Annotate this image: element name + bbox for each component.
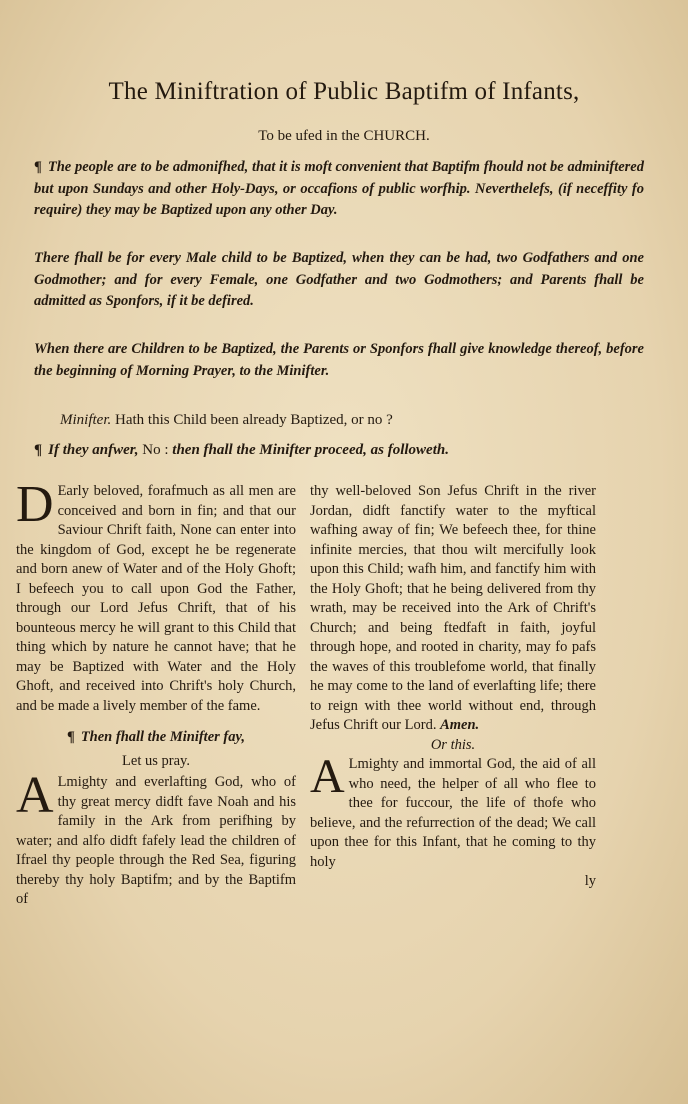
minister-question (60, 412, 650, 429)
pilcrow-icon: ¶ (34, 442, 43, 458)
let-us-pray: Let us pray. (122, 752, 190, 769)
speaker-label: Minifter. (60, 412, 112, 428)
pilcrow-icon: ¶ (66, 729, 75, 745)
rubric-2-text: There fhall be for every Male child to be Baptized, when they can be had, two Godfathers and one Godmother; and for every Female, one Godfather and two Godmothers; and Parents fhall be admitted as Sponfors, if it be defired. (34, 250, 644, 309)
rubric-pray (16, 728, 296, 748)
rubric-pray-text: Then fhall the Minifter fay, (80, 729, 246, 745)
exhortation-text: Early beloved, forafmuch as all men are conceived and born in fin; and that our Saviour Chrift faith, None can enter into the kingdom of God, except he be regenerate and born anew of Water and of the Holy Ghoft; I befeech you to call upon God the Father, through our Lord Jefus Chrift, that of his bounteous mercy he will grant to this Child that thing which by nature he cannot have; that he may be Baptized with Water and the Holy Ghoft, and received into Chrift's holy Church, and be made a lively member of the fame. (16, 483, 296, 714)
rubric-1-text: The people are to be admonifhed, that it is moft convenient that Baptifm fhould not be adminiftered but upon Sundays and other Holy-Days, or occafions of public worfhip. Neverthelefs, (if neceffity fo require) they may be Baptized upon any other Day. (34, 159, 644, 218)
dropcap-a-2: A (310, 750, 345, 803)
prayer-2-text: Lmighty and immortal God, the aid of all who need, the helper of all who flee to thee for fuccour, the life of thofe who believe, and the refurrection of the dead; We call upon thee for this Infant, that he coming to thy holy (310, 756, 596, 870)
prayer-2 (310, 750, 596, 872)
rubric-2 (34, 248, 644, 313)
rubric-3-text: When there are Children to be Baptized, the Parents or Sponfors fhall give knowledge thereof, before the beginning of Morning Prayer, to the Minifter. (34, 341, 644, 379)
answer-prefix: If they anfwer, (48, 442, 139, 458)
prayer-1-continued-text: thy well-beloved Son Jefus Chrift in the river Jordan, didft fanctify water to the myftical wafhing away of fin; We befeech thee, for thine infinite mercies, that thou wilt mercifully look upon this Child; wafh him, and fanctify him with the Holy Ghoft; that he being delivered from thy wrath, may be received into the Ark of Chrift's Church; and being ftedfaft in faith, joyful through hope, and rooted in charity, may fo pafs the waves of this troublefome world, that finally he may come to the land of everlafting life; there to reign with thee world without end, through Jefus Chrift our Lord. (310, 483, 596, 733)
right-column (310, 482, 596, 892)
dropcap-a: A (16, 767, 54, 824)
rubric-1 (34, 157, 644, 222)
amen: Amen. (440, 717, 480, 733)
question-text: Hath this Child been already Baptized, or no ? (115, 412, 393, 428)
catchword: ly (584, 873, 596, 889)
prayer-1 (16, 767, 296, 910)
page-title: The Miniftration of Public Baptifm of Infants, (108, 78, 580, 105)
rubric-3 (34, 339, 644, 382)
answer-rest: then fhall the Minifter proceed, as followeth. (172, 442, 449, 458)
prayer-1-continued (310, 482, 596, 736)
prayer-1-text: Lmighty and everlafting God, who of thy great mercy didft fave Noah and his family in the Ark from perifhing by water; and alfo didft fafely lead the children of Ifrael thy people through the Red Sea, figuring thereby thy holy Baptifm; and by the Baptifm of (16, 774, 296, 907)
answer-rubric (34, 442, 654, 459)
pilcrow-icon: ¶ (34, 159, 42, 175)
exhortation (16, 476, 296, 716)
left-column (16, 476, 296, 910)
dropcap-d: D (16, 476, 54, 533)
answer-word: No : (142, 442, 169, 458)
page-subtitle: To be ufed in the CHURCH. (258, 128, 430, 144)
or-this: Or this. (430, 736, 476, 753)
